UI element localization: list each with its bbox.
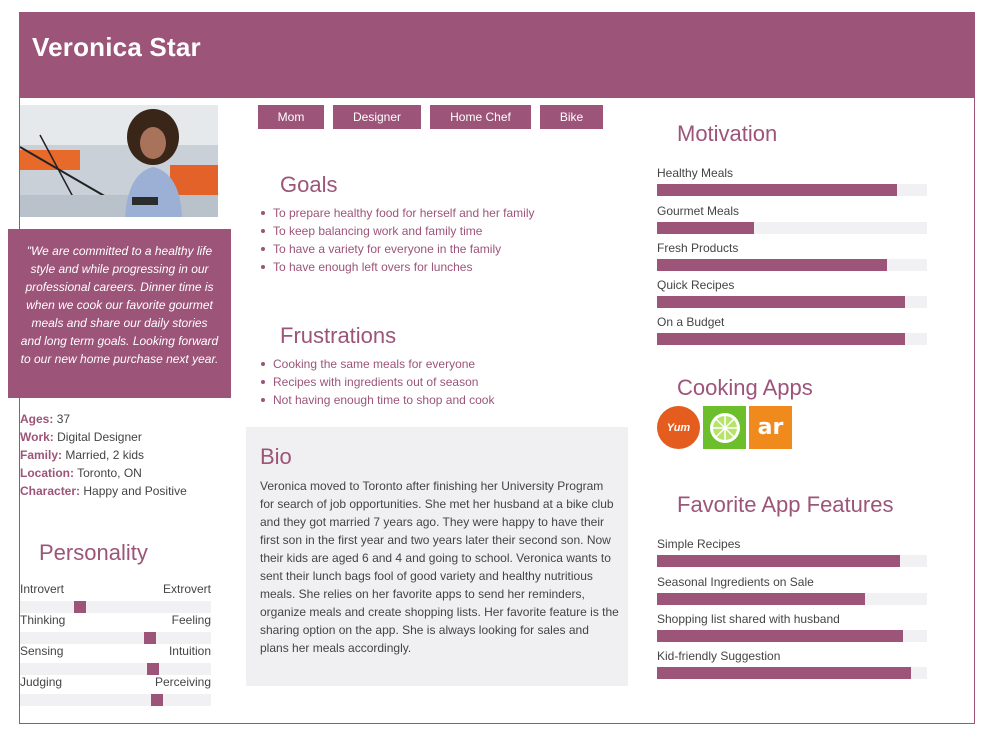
feature-bar-fill [657,593,865,605]
feature-row-kid-friendly: Kid-friendly Suggestion [657,649,927,663]
motivation-bar-track [657,184,927,196]
goals-list [260,204,534,276]
personality-slider-knob [74,601,86,613]
feature-bar-track [657,630,927,642]
motivation-bar-fill [657,184,897,196]
header-banner [20,13,974,98]
fact-family: Family: Married, 2 kids [20,448,145,462]
personality-slider-track [20,601,211,613]
bio-title: Bio [260,444,292,469]
motivation-row-fresh-products: Fresh Products [657,241,927,255]
tag-designer: Designer [333,105,421,129]
fact-ages: Ages: 37 [20,412,71,426]
personality-slider-track [20,663,211,675]
motivation-row-quick-recipes: Quick Recipes [657,278,927,292]
bio-section [246,427,628,686]
frustration-item: Not having enough time to shop and cook [260,391,494,409]
lime-slice-icon [707,410,743,446]
persona-facts [20,410,220,500]
tag-home-chef: Home Chef [430,105,531,129]
persona-name: Veronica Star [32,32,201,62]
frustration-item: Cooking the same meals for everyone [260,355,494,373]
feature-bar-fill [657,555,900,567]
yum-app-icon[interactable]: Yum [657,406,700,449]
favorite-features-title: Favorite App Features [677,492,894,517]
motivation-row-on-a-budget: On a Budget [657,315,927,329]
goal-item: To keep balancing work and family time [260,222,534,240]
personality-slider-knob [144,632,156,644]
personality-row-introvert-extrovert: Introvert Extrovert [20,582,211,596]
motivation-bar-fill [657,222,754,234]
motivation-title: Motivation [677,121,778,146]
personality-slider-knob [147,663,159,675]
goal-item: To have enough left overs for lunches [260,258,534,276]
air-app-icon[interactable]: ar [749,406,792,449]
motivation-row-gourmet-meals: Gourmet Meals [657,204,927,218]
frustrations-title: Frustrations [280,323,397,348]
motivation-bar-track [657,259,927,271]
cooking-apps-title: Cooking Apps [677,375,813,400]
goal-item: To have a variety for everyone in the family [260,240,534,258]
tag-mom: Mom [258,105,324,129]
personality-slider-knob [151,694,163,706]
motivation-bar-track [657,333,927,345]
personality-title: Personality [39,540,148,565]
motivation-bar-fill [657,259,887,271]
motivation-bar-track [657,296,927,308]
goals-title: Goals [280,172,338,197]
goal-item: To prepare healthy food for herself and her family [260,204,534,222]
personality-row-thinking-feeling: Thinking Feeling [20,613,211,627]
persona-quote: "We are committed to a healthy life style and while progressing in our professional careers. Dinner time is when we cook our favorite gourmet meals and share our daily stories and long term goals. Looking forward to our new home purchase next year. [8,229,231,398]
personality-slider-track [20,694,211,706]
personality-row-judging-perceiving: Judging Perceiving [20,675,211,689]
persona-tags [258,105,603,129]
lime-app-icon[interactable] [703,406,746,449]
feature-bar-track [657,555,927,567]
feature-bar-fill [657,630,903,642]
motivation-bar-fill [657,333,905,345]
motivation-bar-track [657,222,927,234]
fact-location: Location: Toronto, ON [20,466,142,480]
feature-row-shopping-list: Shopping list shared with husband [657,612,927,626]
motivation-bar-fill [657,296,905,308]
tag-bike: Bike [540,105,603,129]
feature-bar-track [657,667,927,679]
bio-text: Veronica moved to Toronto after finishing her University Program for search of job opportunities. She met her husband at a bike club and they got married 7 years ago. They were happy to have their first son in the first year and two years later their second son. Now their kids are aged 6 and 4 and going to school. Veronica wants to sent their lunch bags fool of good variety and healthy nutritious meals. She relies on her favorite apps to send her reminders, organize meals and create shopping lists. Her favorite feature is the sharing option on the app. She is always looking for sales and plans her meals accordingly. [260,479,619,655]
fact-work: Work: Digital Designer [20,430,142,444]
cooking-apps-list [657,406,792,449]
motivation-row-healthy-meals: Healthy Meals [657,166,927,180]
frustrations-list [260,355,494,409]
personality-slider-track [20,632,211,644]
feature-bar-fill [657,667,911,679]
personality-row-sensing-intuition: Sensing Intuition [20,644,211,658]
frustration-item: Recipes with ingredients out of season [260,373,494,391]
persona-photo-image [20,105,218,217]
feature-bar-track [657,593,927,605]
feature-row-seasonal-ingredients: Seasonal Ingredients on Sale [657,575,927,589]
persona-photo [20,105,218,217]
feature-row-simple-recipes: Simple Recipes [657,537,927,551]
fact-character: Character: Happy and Positive [20,484,187,498]
